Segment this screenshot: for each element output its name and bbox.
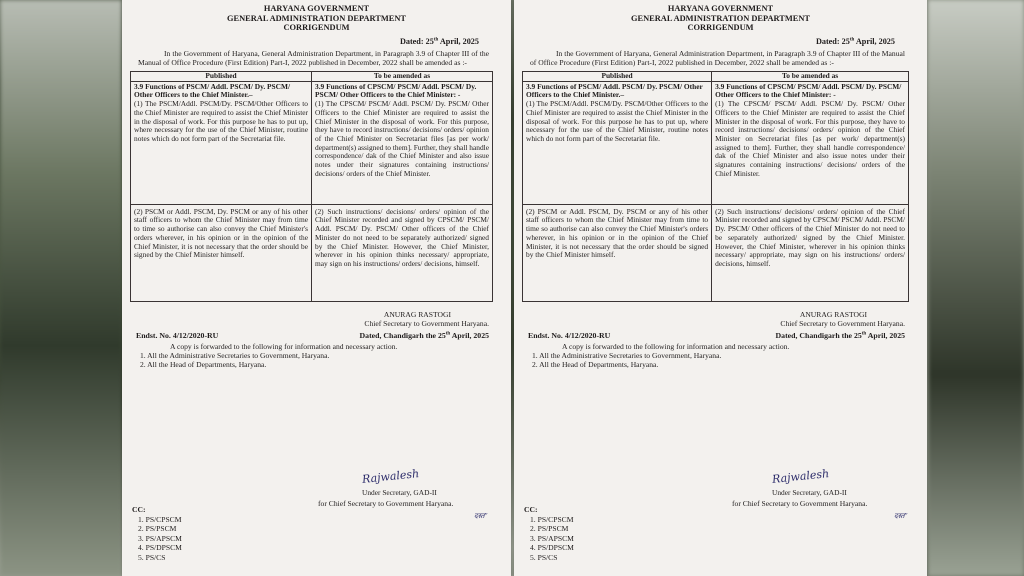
handwritten-signature: Rajwalesh: [771, 467, 830, 486]
forward-item: 2. All the Head of Departments, Haryana.: [532, 359, 659, 369]
forward-list: [136, 351, 489, 369]
cc-item: 3. PS/APSCM: [138, 533, 182, 543]
signatory-designation: Chief Secretary to Government Haryana.: [364, 318, 489, 328]
signatory-name: ANURAG RASTOGI: [383, 309, 451, 319]
header-government: HARYANA GOVERNMENT: [667, 4, 774, 13]
handwritten-signature: Rajwalesh: [361, 467, 420, 486]
published-cell-2: [131, 204, 312, 301]
document-header: [514, 0, 927, 33]
amendment-table: [522, 71, 909, 302]
forward-item: 2. All the Head of Departments, Haryana.: [140, 359, 267, 369]
initials-mark: दस्त″: [474, 512, 488, 520]
cc-item: 2. PS/PSCM: [138, 524, 177, 534]
endorsement-line: [528, 331, 905, 340]
amended-cell-1: [712, 81, 909, 204]
published-para-2: (2) PSCM or Addl. PSCM, Dy. PSCM or any of his other staff officers to whom the Chief Minister may from time to time so authorise can also convey the Chief Minister's orders wherever, in his opinion or in the opinion of the Chief Minister, it is not necessary that the order should be signed by the Chief Minister himself.: [526, 206, 709, 260]
published-cell-1: [131, 81, 312, 204]
amended-para-1: (1) The CPSCM/ PSCM/ Addl. PSCM/ Dy. PSCM/ Other Officers to the Chief Minister are required to assist the Chief Minister in the disposal of work. For this purpose, they have to record instructions/ decisions/ orders/ opinion of the Chief Minister on Secretariat files [as per work/ department(s) assigned to them]. Further, they shall handle correspondence/ dak of the Chief Minister and also issue notes under their signatures containing instructions/ decisions/ orders of the Chief Minister.: [715, 99, 905, 178]
cc-item: 4. PS/DPSCM: [530, 543, 574, 553]
header-corrigendum: CORRIGENDUM: [687, 23, 754, 33]
amended-para-1: (1) The CPSCM/ PSCM/ Addl. PSCM/ Dy. PSCM/ Other Officers to the Chief Minister are required to assist the Chief Minister in the disposal of work. For this purpose, they have to record instructions/ decisions/ orders/ opinion of the Chief Minister on Secretariat files [as per work/ department(s) assigned to them]. Further, they shall handle correspondence/ dak of the Chief Minister and also issue notes under their signatures containing instructions/ decisions/ orders of the Chief Minister.: [315, 99, 489, 178]
forward-text: A copy is forwarded to the following for information and necessary action.: [170, 341, 398, 351]
endorsement-number: Endst. No. 4/12/2020-RU: [528, 330, 611, 340]
published-cell-1: [523, 81, 712, 204]
published-cell-2: [523, 204, 712, 301]
intro-paragraph: In the Government of Haryana, General Administration Department, in Paragraph 3.9 of Chapter III of the Manual of Office Procedure (First Edition) Part-I, 2022 published in December, 2022 shall be amended as :-: [138, 48, 489, 67]
document-page-right: [514, 0, 927, 576]
amended-cell-2: [712, 204, 909, 301]
cc-item: 5. PS/CS: [530, 552, 558, 562]
amended-cell-2: [312, 204, 493, 301]
signatory-name: ANURAG RASTOGI: [799, 309, 867, 319]
published-heading: 3.9 Functions of PSCM/ Addl. PSCM/ Dy. PSCM/ Other Officers to the Chief Minister.–: [134, 81, 291, 100]
amended-para-2: (2) Such instructions/ decisions/ orders/ opinion of the Chief Minister recorded and signed by CPSCM/ PSCM/ Addl. PSCM/ Dy. PSCM/ Other officers of the Chief Minister do not need to be separately authorized/ signed by the Chief Minister. However, the Chief Minister, wherever in his opinion thinks necessary/ appropriate, may sign on his instructions/ orders/ decisions, himself.: [715, 206, 905, 268]
cc-item: 1. PS/CPSCM: [530, 514, 574, 524]
amended-para-2: (2) Such instructions/ decisions/ orders/ opinion of the Chief Minister recorded and signed by CPSCM/ PSCM/ Addl. PSCM/ Dy. PSCM/ Other officers of the Chief Minister do not need to be separately authorized/ signed by the Chief Minister. However, the Chief Minister, wherever in his opinion thinks necessary/ appropriate, may sign on his instructions/ orders/ decisions, himself.: [315, 206, 489, 268]
published-para-2: (2) PSCM or Addl. PSCM, Dy. PSCM or any of his other staff officers to whom the Chief Minister may from time to time so authorise can also convey the Chief Minister's orders wherever, in his opinion or in the opinion of the Chief Minister, it is not necessary that the order should be signed by the Chief Minister himself.: [134, 206, 308, 260]
column-amended: To be amended as: [712, 71, 909, 81]
amended-cell-1: [312, 81, 493, 204]
cc-item: 1. PS/CPSCM: [138, 514, 182, 524]
forward-item: 1. All the Administrative Secretaries to Government, Haryana.: [532, 350, 722, 360]
endorsement-date: Dated, Chandigarh the 25th April, 2025: [359, 330, 489, 340]
initials-mark: दस्त″: [894, 512, 908, 520]
document-header: [122, 0, 511, 33]
column-amended: To be amended as: [312, 71, 493, 81]
endorsement-number: Endst. No. 4/12/2020-RU: [136, 330, 219, 340]
column-published: Published: [131, 71, 312, 81]
published-para-1: (1) The PSCM/Addl. PSCM/Dy. PSCM/Other Officers to the Chief Minister are required to assist the Chief Minister in the disposal of work. For this purpose he has to put up, where necessary for the use of the Chief Minister, routine notes which do not form part of the Secretariat file.: [134, 99, 308, 143]
under-secretary-line: Under Secretary, GAD-II: [362, 488, 437, 497]
dated-line: Dated: 25th April, 2025: [399, 36, 479, 46]
intro-paragraph: In the Government of Haryana, General Administration Department, in Paragraph 3.9 of Chapter III of the Manual of Office Procedure (First Edition) Part-I, 2022 published in December, 2022 shall be amended as :-: [530, 48, 905, 67]
cc-item: 5. PS/CS: [138, 552, 166, 562]
for-chief-secretary: for Chief Secretary to Government Haryana.: [318, 499, 454, 508]
endorsement-date: Dated, Chandigarh the 25th April, 2025: [775, 330, 905, 340]
document-page-left: [122, 0, 511, 576]
endorsement-line: [136, 331, 489, 340]
header-department: GENERAL ADMINISTRATION DEPARTMENT: [226, 13, 406, 23]
column-published: Published: [523, 71, 712, 81]
signatory-designation: Chief Secretary to Government Haryana.: [780, 318, 905, 328]
dated-line: Dated: 25th April, 2025: [815, 36, 895, 46]
header-government: HARYANA GOVERNMENT: [263, 4, 370, 13]
amended-heading: 3.9 Functions of CPSCM/ PSCM/ Addl. PSCM/ Dy. PSCM/ Other Officers to the Chief Minister: -: [715, 81, 902, 100]
background-right: [928, 0, 1024, 576]
under-secretary-line: Under Secretary, GAD-II: [772, 488, 847, 497]
cc-list: [132, 505, 182, 563]
cc-title: CC:: [132, 505, 146, 514]
header-corrigendum: CORRIGENDUM: [283, 23, 350, 33]
forward-item: 1. All the Administrative Secretaries to Government, Haryana.: [140, 350, 330, 360]
amendment-table: [130, 71, 493, 302]
cc-list: [524, 505, 574, 563]
forward-text: A copy is forwarded to the following for information and necessary action.: [562, 341, 790, 351]
published-para-1: (1) The PSCM/Addl. PSCM/Dy. PSCM/Other Officers to the Chief Minister are required to assist the Chief Minister in the disposal of work. For this purpose he has to put up, where necessary for the use of the Chief Minister, routine notes which do not form part of the Secretariat file.: [526, 99, 709, 143]
background-left: [0, 0, 122, 576]
amended-heading: 3.9 Functions of CPSCM/ PSCM/ Addl. PSCM/ Dy. PSCM/ Other Officers to the Chief Minister: -: [315, 81, 477, 100]
header-department: GENERAL ADMINISTRATION DEPARTMENT: [630, 13, 810, 23]
cc-item: 2. PS/PSCM: [530, 524, 569, 534]
published-heading: 3.9 Functions of PSCM/ Addl. PSCM/ Dy. PSCM/ Other Officers to the Chief Minister.–: [526, 81, 703, 100]
cc-item: 3. PS/APSCM: [530, 533, 574, 543]
for-chief-secretary: for Chief Secretary to Government Haryana.: [732, 499, 868, 508]
cc-item: 4. PS/DPSCM: [138, 543, 182, 553]
forward-list: [528, 351, 905, 369]
cc-title: CC:: [524, 505, 538, 514]
